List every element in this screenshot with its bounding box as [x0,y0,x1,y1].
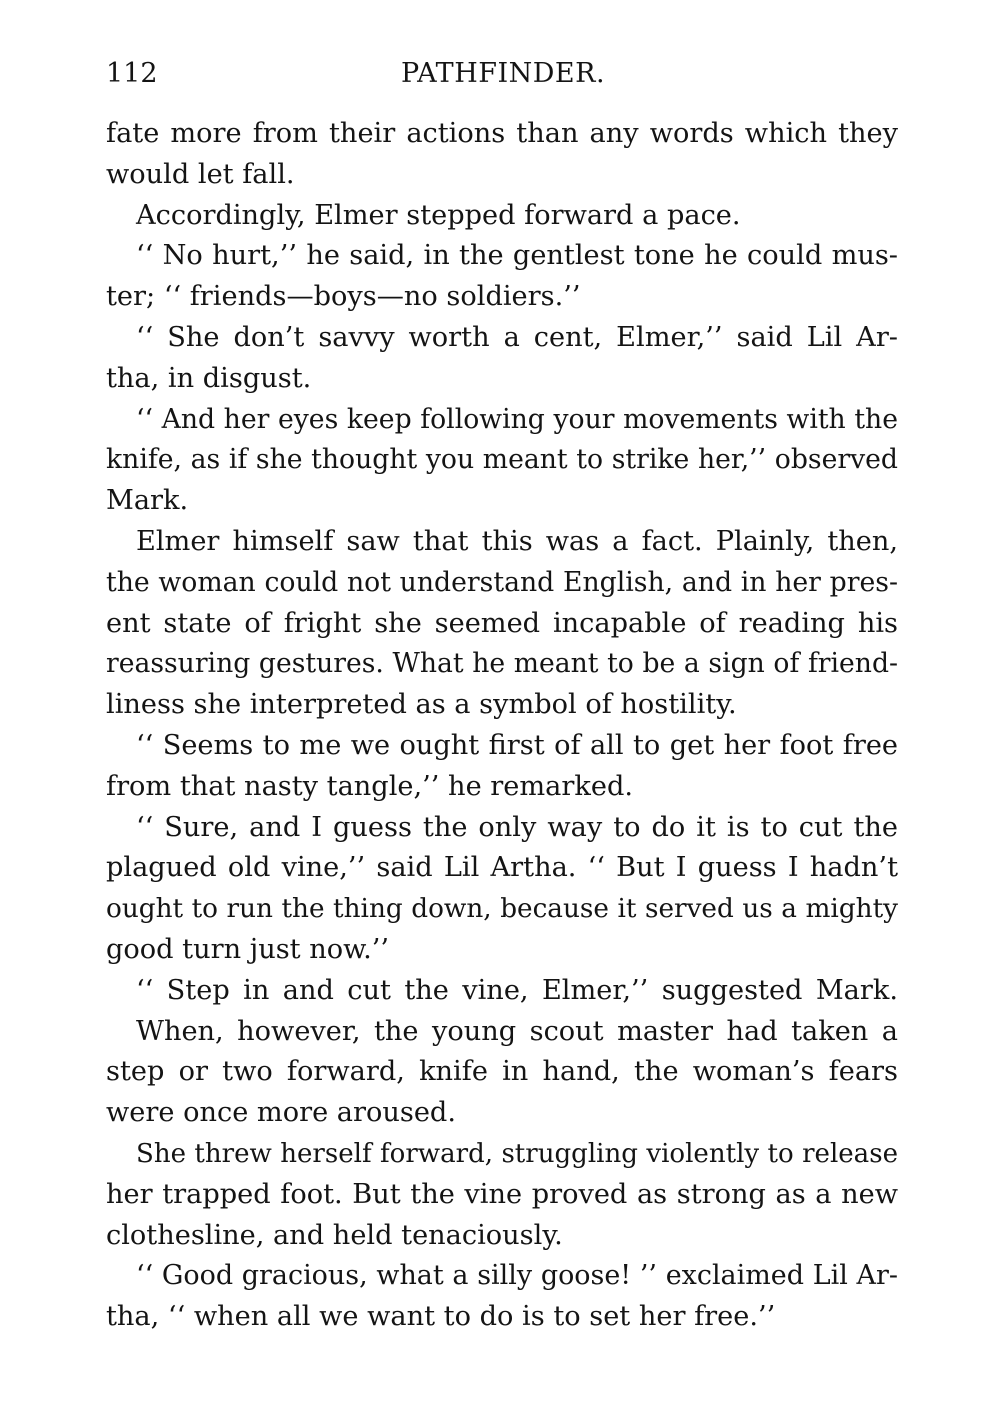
text-line: ent state of fright she seemed incapable of reading his [106,607,898,639]
text-line: Elmer himself saw that this was a fact. Plainly, then, [136,525,898,557]
text-line: liness she interpreted as a symbol of hostility. [106,689,737,721]
text-line: from that nasty tangle,’’ he remarked. [106,770,633,802]
text-line: Accordingly, Elmer stepped forward a pace. [136,199,741,231]
text-line: the woman could not understand English, and in her pres- [106,566,898,598]
text-line: were once more aroused. [106,1097,456,1129]
text-line: knife, as if she thought you meant to strike her,’’ observed [106,444,898,476]
text-line: plagued old vine,’’ said Lil Artha. ‘‘ But I guess I hadn’t [106,852,898,884]
text-line: ought to run the thing down, because it served us a mighty [106,894,898,925]
text-line: tha, in disgust. [106,362,312,394]
text-line: reassuring gestures. What he meant to be a sign of friend- [106,648,898,680]
text-line: tha, ‘‘ when all we want to do is to set her free.’’ [106,1301,776,1333]
text-line: step or two forward, knife in hand, the woman’s fears [106,1056,898,1088]
text-line: When, however, the young scout master had taken a [136,1015,898,1047]
text-line: Mark. [106,485,189,517]
text-line: ‘‘ And her eyes keep following your movements with the [136,403,898,435]
text-line: ‘‘ Step in and cut the vine, Elmer,’’ suggested Mark. [136,974,898,1006]
text-line: good turn just now.’’ [106,933,390,965]
text-line: She threw herself forward, struggling violently to release [136,1138,898,1169]
running-title: PATHFINDER. [400,58,606,89]
text-line: ‘‘ She don’t savvy worth a cent, Elmer,’’ said Lil Ar- [136,321,898,353]
text-line: ter; ‘‘ friends—boys—no soldiers.’’ [106,281,581,313]
text-line: her trapped foot. But the vine proved as strong as a new [106,1178,898,1210]
text-line: would let fall. [106,158,295,190]
text-line: fate more from their actions than any words which they [106,118,898,149]
text-line: clothesline, and held tenaciously. [106,1219,563,1251]
text-line: ‘‘ Seems to me we ought first of all to get her foot free [136,729,898,761]
body-text [106,114,898,1338]
text-line: ‘‘ No hurt,’’ he said, in the gentlest tone he could mus- [136,240,898,272]
text-line: ‘‘ Sure, and I guess the only way to do it is to cut the [136,811,898,843]
text-line: ‘‘ Good gracious, what a silly goose! ’’ exclaimed Lil Ar- [136,1260,898,1292]
running-head [106,54,900,98]
page-number: 112 [106,58,158,89]
